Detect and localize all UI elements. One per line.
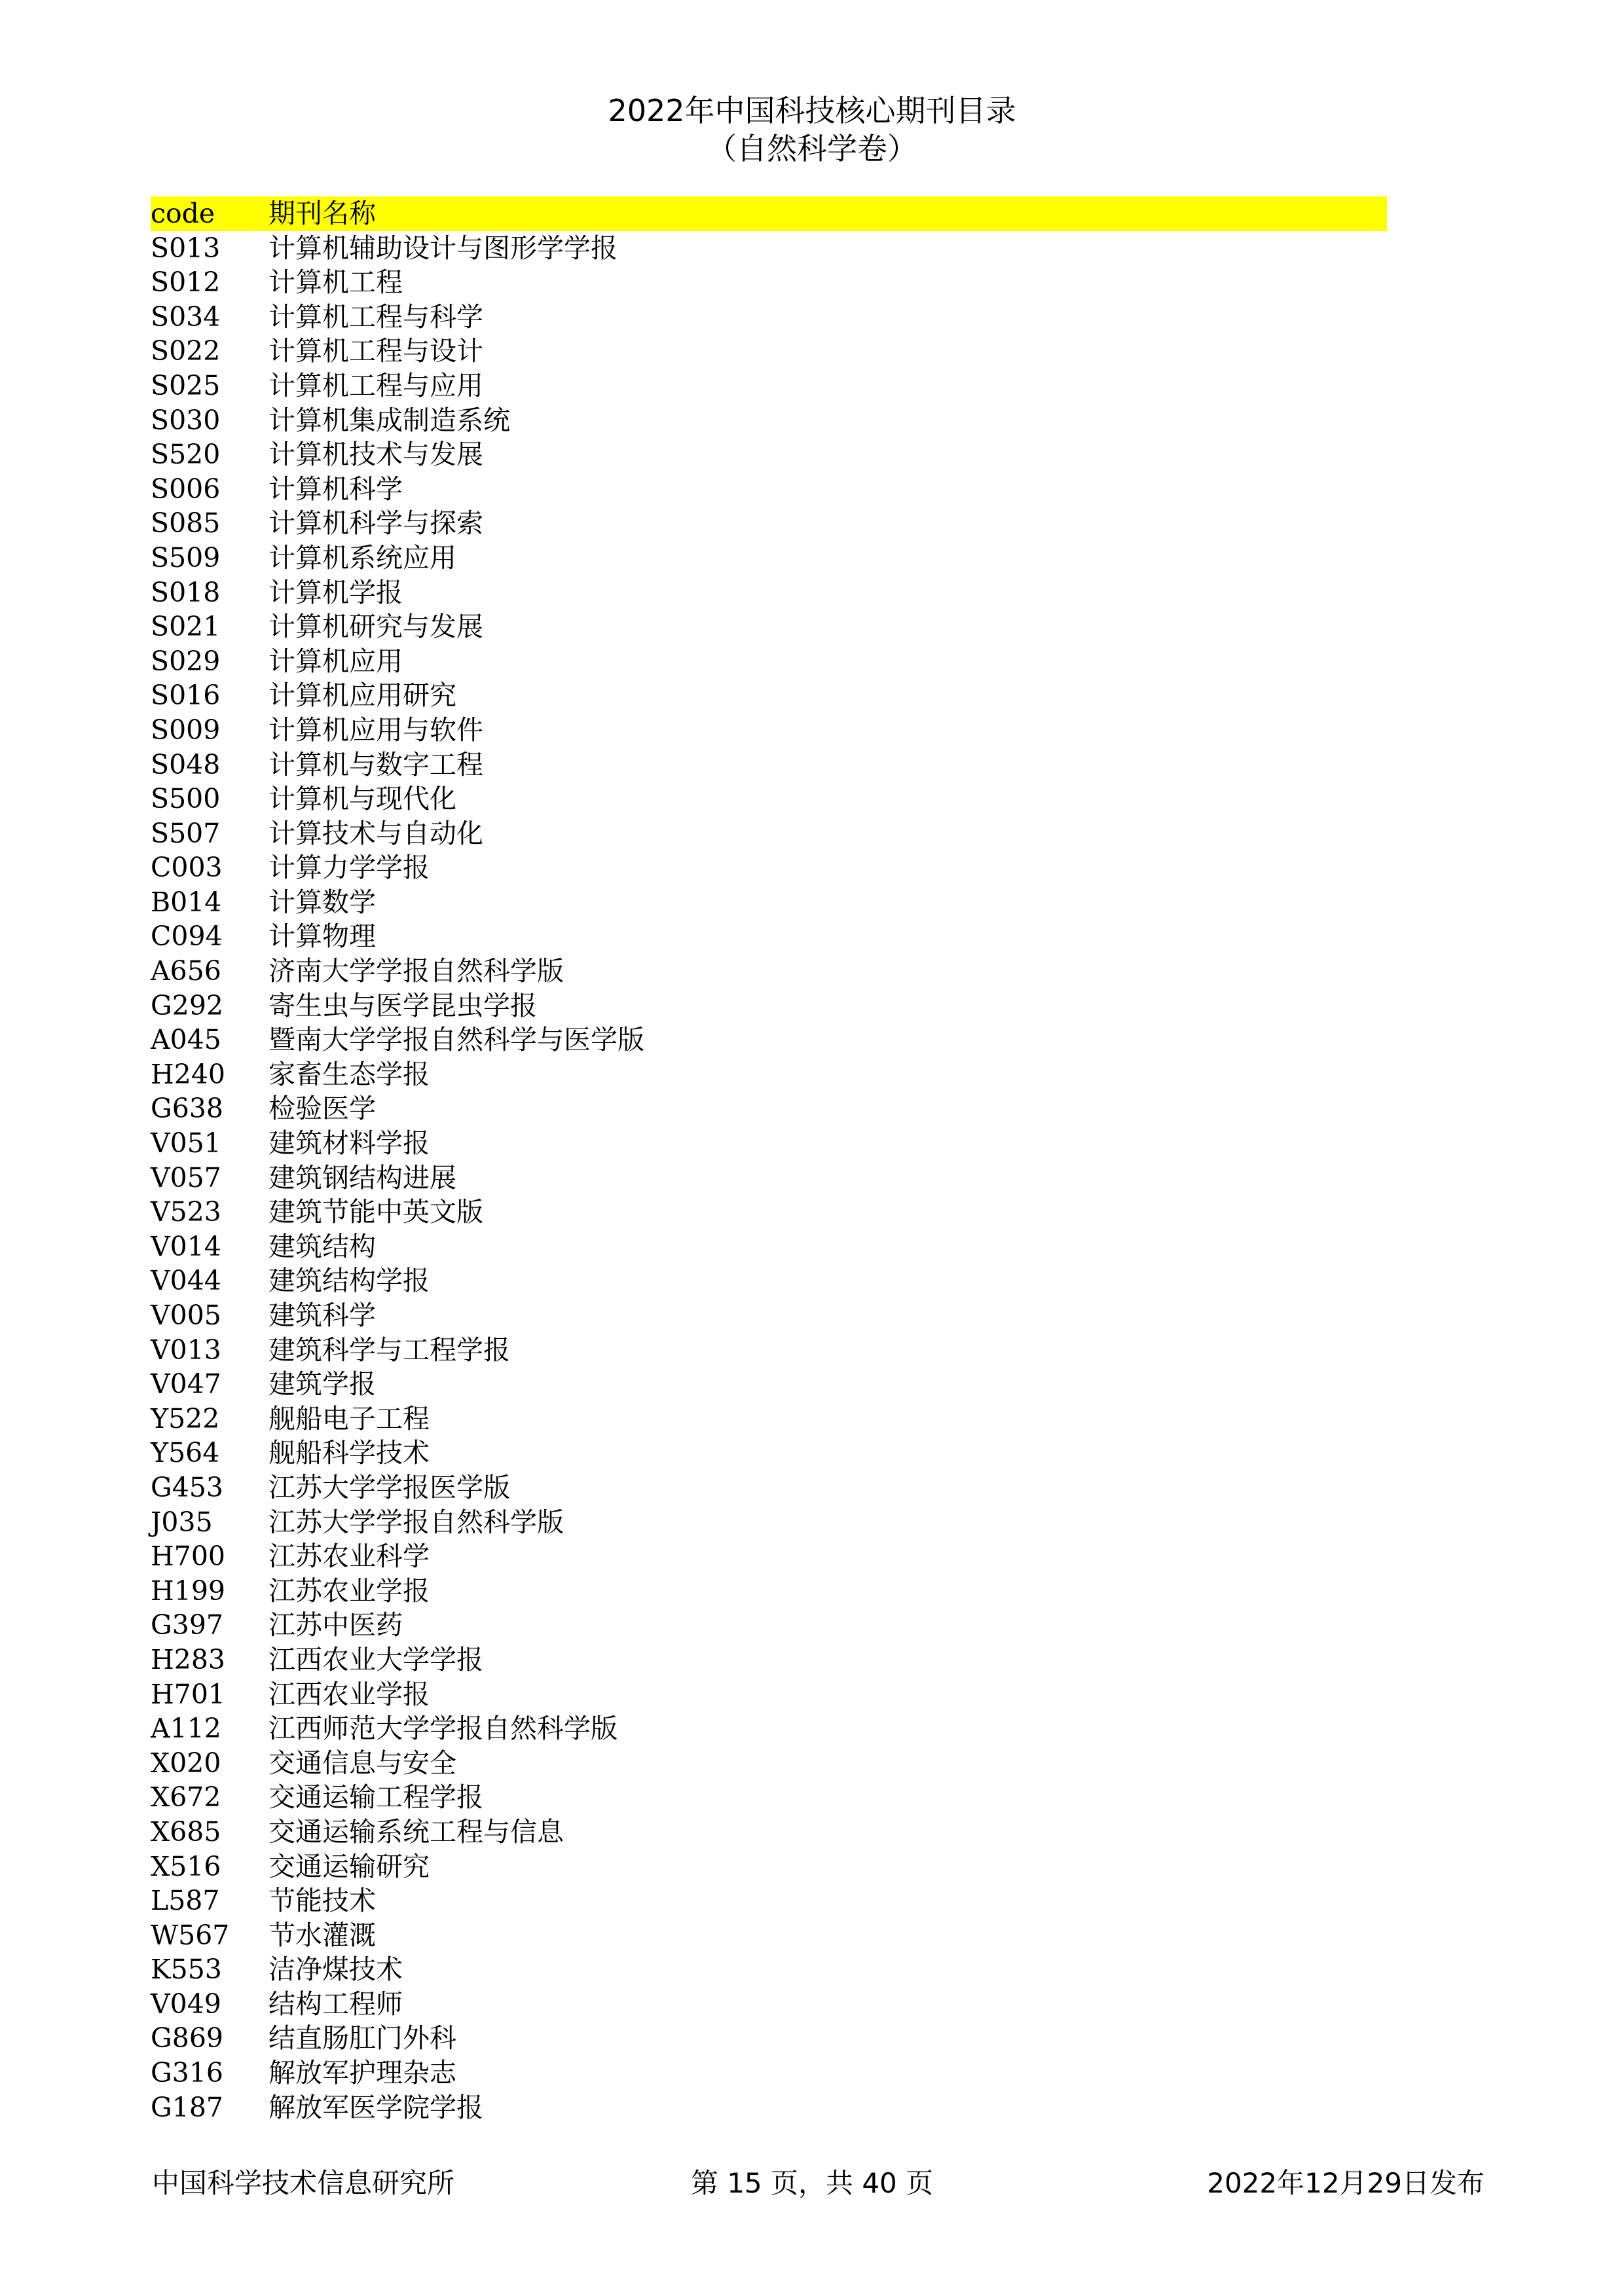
table-row bbox=[151, 989, 1387, 1023]
table-row bbox=[151, 748, 1387, 782]
table-row bbox=[151, 1574, 1387, 1609]
journal-name: 计算机集成制造系统 bbox=[268, 404, 510, 436]
journal-name: 计算机工程与科学 bbox=[268, 301, 483, 333]
column-header-code: code bbox=[151, 198, 215, 229]
journal-name: 江西师范大学学报自然科学版 bbox=[268, 1713, 618, 1745]
journal-code: S500 bbox=[151, 783, 221, 815]
table-row bbox=[151, 1057, 1387, 1092]
journal-code: A656 bbox=[151, 955, 221, 987]
journal-name: 交通运输研究 bbox=[268, 1850, 430, 1882]
journal-name: 舰船科学技术 bbox=[268, 1437, 430, 1469]
journal-name: 建筑钢结构进展 bbox=[268, 1161, 456, 1194]
table-row bbox=[151, 1746, 1387, 1781]
journal-code: V057 bbox=[151, 1161, 221, 1194]
journal-code: X516 bbox=[151, 1850, 221, 1882]
footer-publisher: 中国科学技术信息研究所 bbox=[152, 2167, 455, 2199]
table-row bbox=[151, 334, 1387, 369]
journal-code: S030 bbox=[151, 404, 221, 436]
journal-name: 舰船电子工程 bbox=[268, 1402, 430, 1434]
journal-code: G292 bbox=[151, 989, 224, 1021]
journal-code: S509 bbox=[151, 541, 221, 574]
journal-name: 结直肠肛门外科 bbox=[268, 2022, 456, 2054]
journal-code: B014 bbox=[151, 886, 222, 918]
journal-name: 计算技术与自动化 bbox=[268, 817, 483, 849]
journal-name: 济南大学学报自然科学版 bbox=[268, 955, 564, 987]
table-row bbox=[151, 713, 1387, 748]
page-subtitle: （自然科学卷） bbox=[707, 131, 917, 166]
journal-name: 计算机科学 bbox=[268, 473, 403, 505]
journal-code: S016 bbox=[151, 680, 221, 712]
journal-code: K553 bbox=[151, 1954, 222, 1986]
table-header-row bbox=[151, 196, 1387, 231]
journal-name: 家畜生态学报 bbox=[268, 1058, 430, 1090]
journal-name: 计算机应用与软件 bbox=[268, 714, 483, 746]
journal-code: V047 bbox=[151, 1368, 221, 1400]
table-row bbox=[151, 782, 1387, 816]
journal-name: 计算机学报 bbox=[268, 576, 403, 608]
journal-code: G187 bbox=[151, 2091, 224, 2123]
table-row bbox=[151, 1711, 1387, 1746]
journal-code: H700 bbox=[151, 1540, 226, 1573]
journal-table bbox=[151, 196, 1387, 2124]
table-row bbox=[151, 1161, 1387, 1195]
table-row bbox=[151, 2021, 1387, 2056]
table-row bbox=[151, 1436, 1387, 1470]
journal-name: 计算机与现代化 bbox=[268, 783, 456, 815]
table-row bbox=[151, 644, 1387, 679]
table-row bbox=[151, 1677, 1387, 1712]
journal-code: S048 bbox=[151, 748, 221, 780]
table-row bbox=[151, 1952, 1387, 1987]
table-row bbox=[151, 1643, 1387, 1677]
journal-code: G638 bbox=[151, 1093, 224, 1125]
journal-name: 计算机应用研究 bbox=[268, 680, 456, 712]
journal-name: 计算机辅助设计与图形学学报 bbox=[268, 232, 618, 264]
journal-name: 建筑结构学报 bbox=[268, 1265, 430, 1297]
journal-code: H240 bbox=[151, 1058, 226, 1090]
table-row bbox=[151, 919, 1387, 954]
column-header-name: 期刊名称 bbox=[268, 198, 376, 229]
journal-name: 计算机工程与应用 bbox=[268, 369, 483, 401]
table-row bbox=[151, 1539, 1387, 1574]
journal-code: G397 bbox=[151, 1609, 224, 1641]
journal-name: 建筑学报 bbox=[268, 1368, 376, 1400]
journal-name: 计算机研究与发展 bbox=[268, 611, 483, 643]
journal-name: 江苏中医药 bbox=[268, 1609, 403, 1641]
journal-code: H199 bbox=[151, 1575, 226, 1607]
table-row bbox=[151, 1505, 1387, 1540]
journal-name: 结构工程师 bbox=[268, 1988, 403, 2020]
journal-code: S018 bbox=[151, 576, 221, 608]
journal-code: S006 bbox=[151, 473, 221, 505]
journal-code: W567 bbox=[151, 1919, 230, 1951]
table-row bbox=[151, 678, 1387, 713]
journal-name: 解放军医学院学报 bbox=[268, 2091, 483, 2123]
table-row bbox=[151, 506, 1387, 541]
table-row bbox=[151, 1918, 1387, 1953]
journal-code: V005 bbox=[151, 1300, 221, 1331]
journal-name: 计算数学 bbox=[268, 886, 376, 918]
journal-code: S085 bbox=[151, 507, 221, 539]
table-row bbox=[151, 265, 1387, 300]
table-row bbox=[151, 403, 1387, 438]
journal-name: 计算物理 bbox=[268, 920, 376, 953]
journal-code: S021 bbox=[151, 611, 221, 643]
table-row bbox=[151, 1402, 1387, 1436]
journal-code: Y564 bbox=[151, 1437, 220, 1469]
journal-name: 江西农业学报 bbox=[268, 1678, 430, 1710]
journal-code: S520 bbox=[151, 439, 221, 471]
journal-name: 建筑科学 bbox=[268, 1300, 376, 1331]
journal-code: V523 bbox=[151, 1196, 221, 1228]
footer-page-number: 第 15 页，共 40 页 bbox=[690, 2167, 934, 2199]
journal-name: 建筑节能中英文版 bbox=[268, 1196, 483, 1228]
table-row bbox=[151, 1298, 1387, 1333]
table-row bbox=[151, 1850, 1387, 1884]
journal-name: 江苏农业学报 bbox=[268, 1575, 430, 1607]
journal-code: V044 bbox=[151, 1265, 221, 1297]
table-row bbox=[151, 885, 1387, 920]
journal-code: C003 bbox=[151, 852, 223, 884]
table-row bbox=[151, 1470, 1387, 1505]
table-row bbox=[151, 1367, 1387, 1402]
journal-name: 建筑科学与工程学报 bbox=[268, 1334, 510, 1366]
journal-code: S009 bbox=[151, 714, 221, 746]
journal-name: 暨南大学学报自然科学与医学版 bbox=[268, 1024, 644, 1056]
table-row bbox=[151, 1195, 1387, 1230]
journal-code: S507 bbox=[151, 817, 221, 849]
journal-code: V049 bbox=[151, 1988, 221, 2020]
journal-name: 交通运输系统工程与信息 bbox=[268, 1815, 564, 1848]
journal-code: V013 bbox=[151, 1334, 221, 1366]
journal-code: C094 bbox=[151, 920, 223, 953]
footer-release-date: 2022年12月29日发布 bbox=[1207, 2167, 1485, 2199]
journal-code: S022 bbox=[151, 335, 221, 367]
table-row bbox=[151, 816, 1387, 851]
journal-code: S034 bbox=[151, 301, 221, 333]
page-title: 2022年中国科技核心期刊目录 bbox=[608, 93, 1016, 128]
journal-code: L587 bbox=[151, 1885, 220, 1917]
table-row bbox=[151, 1608, 1387, 1643]
journal-name: 计算机工程与设计 bbox=[268, 335, 483, 367]
table-row bbox=[151, 231, 1387, 266]
table-row bbox=[151, 300, 1387, 335]
journal-name: 解放军护理杂志 bbox=[268, 2057, 456, 2089]
journal-name: 交通运输工程学报 bbox=[268, 1781, 483, 1813]
journal-code: J035 bbox=[151, 1506, 213, 1538]
journal-name: 检验医学 bbox=[268, 1093, 376, 1125]
journal-name: 寄生虫与医学昆虫学报 bbox=[268, 989, 537, 1021]
table-row bbox=[151, 1815, 1387, 1850]
journal-code: S012 bbox=[151, 266, 221, 299]
journal-name: 江苏大学学报自然科学版 bbox=[268, 1506, 564, 1538]
journal-name: 建筑材料学报 bbox=[268, 1127, 430, 1159]
journal-code: G316 bbox=[151, 2057, 224, 2089]
journal-code: H283 bbox=[151, 1643, 226, 1675]
table-row bbox=[151, 1884, 1387, 1918]
journal-name: 节能技术 bbox=[268, 1885, 376, 1917]
journal-code: V014 bbox=[151, 1230, 221, 1262]
table-row bbox=[151, 1126, 1387, 1161]
table-row bbox=[151, 1264, 1387, 1298]
journal-code: V051 bbox=[151, 1127, 221, 1159]
table-row bbox=[151, 850, 1387, 885]
journal-name: 计算机与数字工程 bbox=[268, 748, 483, 780]
table-row bbox=[151, 437, 1387, 472]
journal-name: 计算机科学与探索 bbox=[268, 507, 483, 539]
journal-code: S025 bbox=[151, 369, 221, 401]
journal-name: 节水灌溉 bbox=[268, 1919, 376, 1951]
journal-name: 计算机技术与发展 bbox=[268, 439, 483, 471]
journal-code: X020 bbox=[151, 1747, 221, 1779]
table-row bbox=[151, 610, 1387, 644]
journal-name: 江苏农业科学 bbox=[268, 1540, 430, 1573]
journal-name: 建筑结构 bbox=[268, 1230, 376, 1262]
journal-code: A045 bbox=[151, 1024, 221, 1056]
table-row bbox=[151, 1780, 1387, 1815]
journal-name: 江苏大学学报医学版 bbox=[268, 1471, 510, 1503]
journal-name: 交通信息与安全 bbox=[268, 1747, 456, 1779]
table-row bbox=[151, 472, 1387, 507]
table-row bbox=[151, 1230, 1387, 1264]
journal-code: S013 bbox=[151, 232, 221, 264]
journal-name: 计算力学学报 bbox=[268, 852, 430, 884]
table-row bbox=[151, 369, 1387, 403]
journal-code: S029 bbox=[151, 645, 221, 677]
journal-name: 江西农业大学学报 bbox=[268, 1643, 483, 1675]
table-row bbox=[151, 1023, 1387, 1057]
journal-code: X685 bbox=[151, 1815, 221, 1848]
document-title-block bbox=[0, 92, 1624, 168]
journal-code: Y522 bbox=[151, 1402, 220, 1434]
journal-code: G869 bbox=[151, 2022, 224, 2054]
page-footer bbox=[0, 2164, 1624, 2203]
table-row bbox=[151, 954, 1387, 989]
journal-name: 计算机应用 bbox=[268, 645, 403, 677]
journal-name: 洁净煤技术 bbox=[268, 1954, 403, 1986]
table-row bbox=[151, 2090, 1387, 2125]
table-row bbox=[151, 2056, 1387, 2090]
journal-name: 计算机工程 bbox=[268, 266, 403, 299]
journal-code: H701 bbox=[151, 1678, 226, 1710]
journal-code: A112 bbox=[151, 1713, 221, 1745]
journal-name: 计算机系统应用 bbox=[268, 541, 456, 574]
table-row bbox=[151, 1987, 1387, 2022]
journal-code: G453 bbox=[151, 1471, 224, 1503]
table-row bbox=[151, 575, 1387, 610]
table-row bbox=[151, 1333, 1387, 1368]
table-row bbox=[151, 1091, 1387, 1126]
table-row bbox=[151, 541, 1387, 575]
journal-code: X672 bbox=[151, 1781, 221, 1813]
